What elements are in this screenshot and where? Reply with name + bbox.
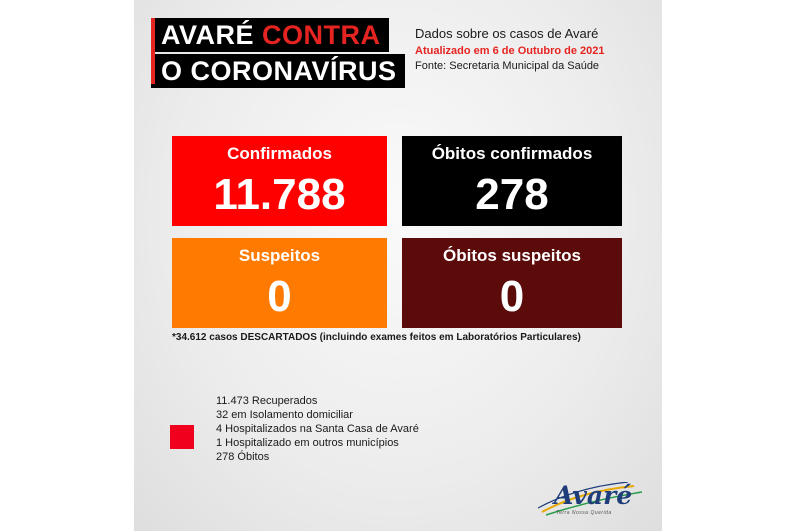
infographic-card [134, 0, 662, 531]
stat-hospitalized-other: 1 Hospitalizado em outros municípios [216, 437, 399, 449]
stat-deaths: 278 Óbitos [216, 451, 270, 463]
confirmed-box [172, 136, 387, 226]
title-against: CONTRA [262, 20, 381, 50]
city-logo [534, 482, 652, 520]
suspected-deaths-box [402, 238, 622, 328]
confirmed-deaths-value: 278 [475, 170, 549, 219]
legend-swatch [170, 425, 194, 449]
title-line-1 [151, 18, 389, 52]
stat-recovered: 11.473 Recuperados [216, 395, 318, 407]
suspected-deaths-label: Óbitos suspeitos [443, 246, 581, 265]
info-block [415, 26, 655, 73]
suspects-box [172, 238, 387, 328]
stats-list [216, 394, 419, 464]
stat-hospitalized-santa-casa: 4 Hospitalizados na Santa Casa de Avaré [216, 423, 419, 435]
confirmed-deaths-label: Óbitos confirmados [431, 144, 593, 163]
title-city: AVARÉ [161, 20, 255, 50]
logo-text: Avaré [554, 481, 633, 510]
logo-tagline: Terra Nossa Querida [556, 510, 612, 516]
suspected-deaths-value: 0 [499, 272, 525, 321]
confirmed-value: 11.788 [213, 170, 346, 219]
suspects-value: 0 [267, 272, 292, 321]
info-source: Fonte: Secretaria Municipal da Saúde [415, 60, 600, 72]
stat-home-isolation: 32 em Isolamento domiciliar [216, 409, 353, 421]
confirmed-label: Confirmados [227, 144, 332, 163]
campaign-title [151, 18, 405, 88]
discarded-note: *34.612 casos DESCARTADOS (incluindo exames feitos em Laboratórios Particulares) [172, 332, 581, 343]
info-updated-date: Atualizado em 6 de Outubro de 2021 [415, 45, 605, 57]
title-line-2: O CORONAVÍRUS [151, 54, 405, 88]
suspects-label: Suspeitos [238, 246, 321, 265]
title-accent-bar [151, 18, 155, 84]
info-heading: Dados sobre os casos de Avaré [415, 26, 599, 41]
confirmed-deaths-box [402, 136, 622, 226]
